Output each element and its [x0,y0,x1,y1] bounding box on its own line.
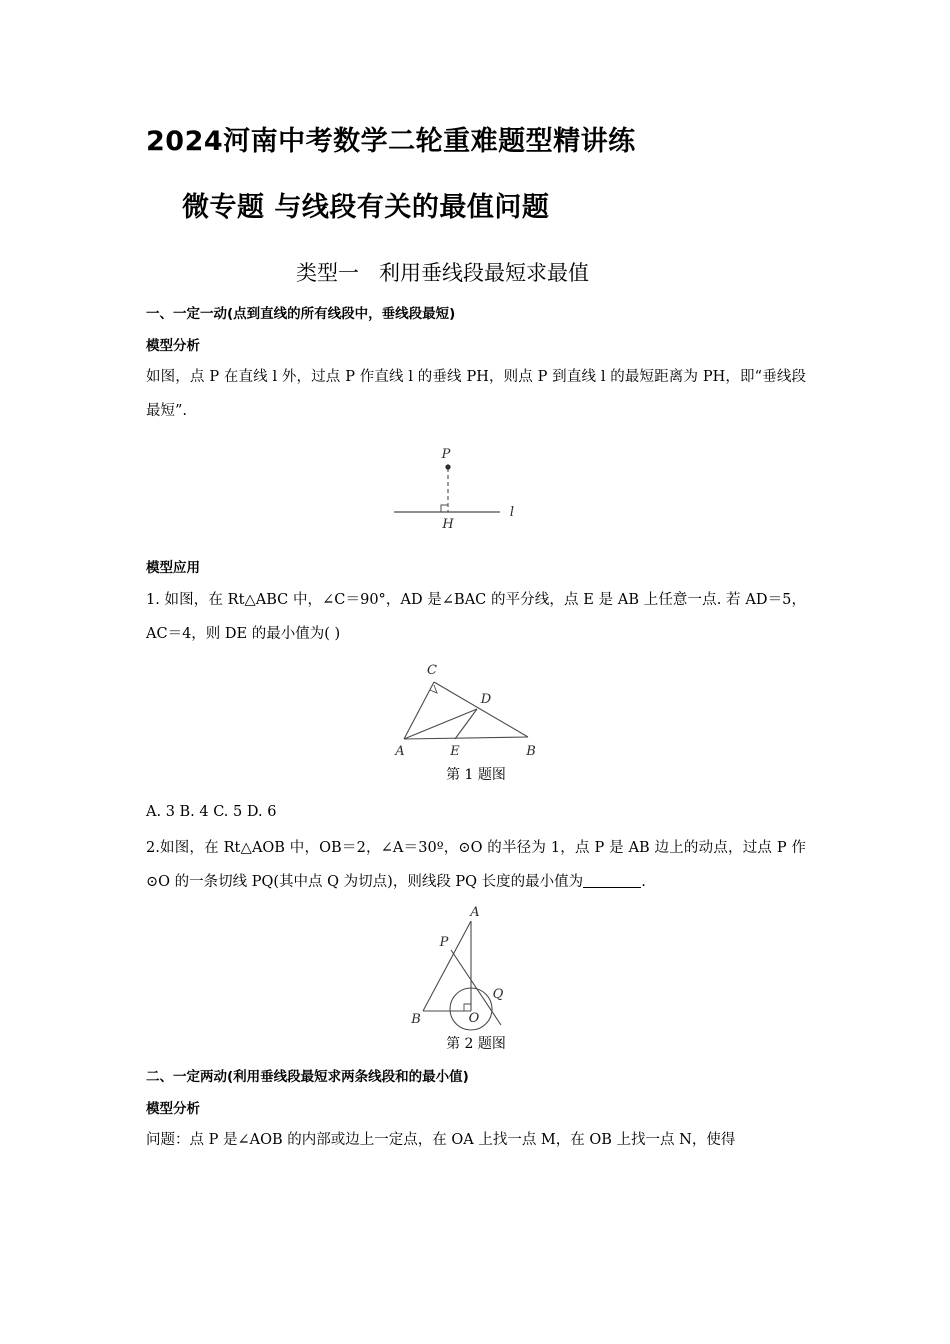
model-analysis-label-1: 模型分析 [146,338,200,355]
problem-1-options: A. 3 B. 4 C. 5 D. 6 [146,804,277,821]
figure-2-wrap [146,657,806,762]
problem-2-body: 2.如图，在 Rt△AOB 中，OB＝2，∠A＝30º，⊙O 的半径为 1，点 P 是 AB 边上的动点，过点 P 作⊙O 的一条切线 PQ(其中点 Q 为切点)，则线段 PQ 长度的最小值为 [146,840,806,891]
figure3-label-o: O [468,1011,480,1027]
problem-2-text [146,831,806,899]
figure3-label-a: A [470,905,480,921]
problem-2-period: . [641,874,646,891]
figure2-label-c: C [427,662,437,678]
segment-cb [434,682,528,737]
model-analysis-label-2: 模型分析 [146,1101,200,1118]
segment-ac [404,682,434,739]
figure-1-wrap [146,440,806,540]
figure3-label-b: B [411,1012,421,1028]
figure-2-caption: 第 1 题图 [446,766,506,783]
figure1-label-l: l [509,505,515,521]
figure2-label-a: A [395,743,405,759]
problem-1-text: 1. 如图，在 Rt△ABC 中，∠C＝90°，AD 是∠BAC 的平分线，点 E 是 AB 上任意一点. 若 AD＝5，AC＝4，则 DE 的最小值为( ) [146,591,806,642]
section-two-heading: 二、一定两动(利用垂线段最短求两条线段和的最小值) [146,1068,469,1085]
figure-3-triangle-aob-circle-diagram [376,903,576,1031]
figure1-label-p: P [441,447,451,463]
figure-2-triangle-abc-diagram [376,657,576,762]
figure-1-perpendicular-diagram [376,440,576,540]
figure-3-caption: 第 2 题图 [446,1036,506,1053]
right-angle-marker-h [441,505,448,512]
type-heading [146,225,806,286]
section-two-analysis-text: 问题：点 P 是∠AOB 的内部或边上一定点，在 OA 上找一点 M，在 OB 上找一点 N，使得 [146,1132,736,1149]
figure2-label-e: E [450,743,460,759]
model-analysis-text-1: 如图，点 P 在直线 l 外，过点 P 作直线 l 的垂线 PH，则点 P 到直线 l 的最短距离为 PH，即“垂线段最短”. [146,369,806,420]
answer-blank[interactable] [583,887,641,888]
figure3-label-q: Q [492,987,504,1003]
figure-3-wrap [146,903,806,1031]
right-angle-marker-c [430,685,437,693]
type-heading-label: 类型一 [296,260,359,285]
document-title: 2024河南中考数学二轮重难题型精讲练 [146,126,636,157]
figure3-label-p: P [439,935,449,951]
type-heading-text: 利用垂线段最短求最值 [379,260,589,285]
figure2-label-d: D [480,691,492,707]
page-content [146,0,806,1157]
figure2-label-b: B [526,743,536,759]
figure1-label-h: H [442,517,454,533]
segment-ab [404,737,528,739]
section-one-heading: 一、一定一动(点到直线的所有线段中，垂线段最短) [146,305,456,322]
model-application-label: 模型应用 [146,560,200,577]
point-p-dot [445,465,450,470]
right-angle-marker-o [464,1004,471,1011]
document-subtitle: 微专题 与线段有关的最值问题 [182,192,550,224]
